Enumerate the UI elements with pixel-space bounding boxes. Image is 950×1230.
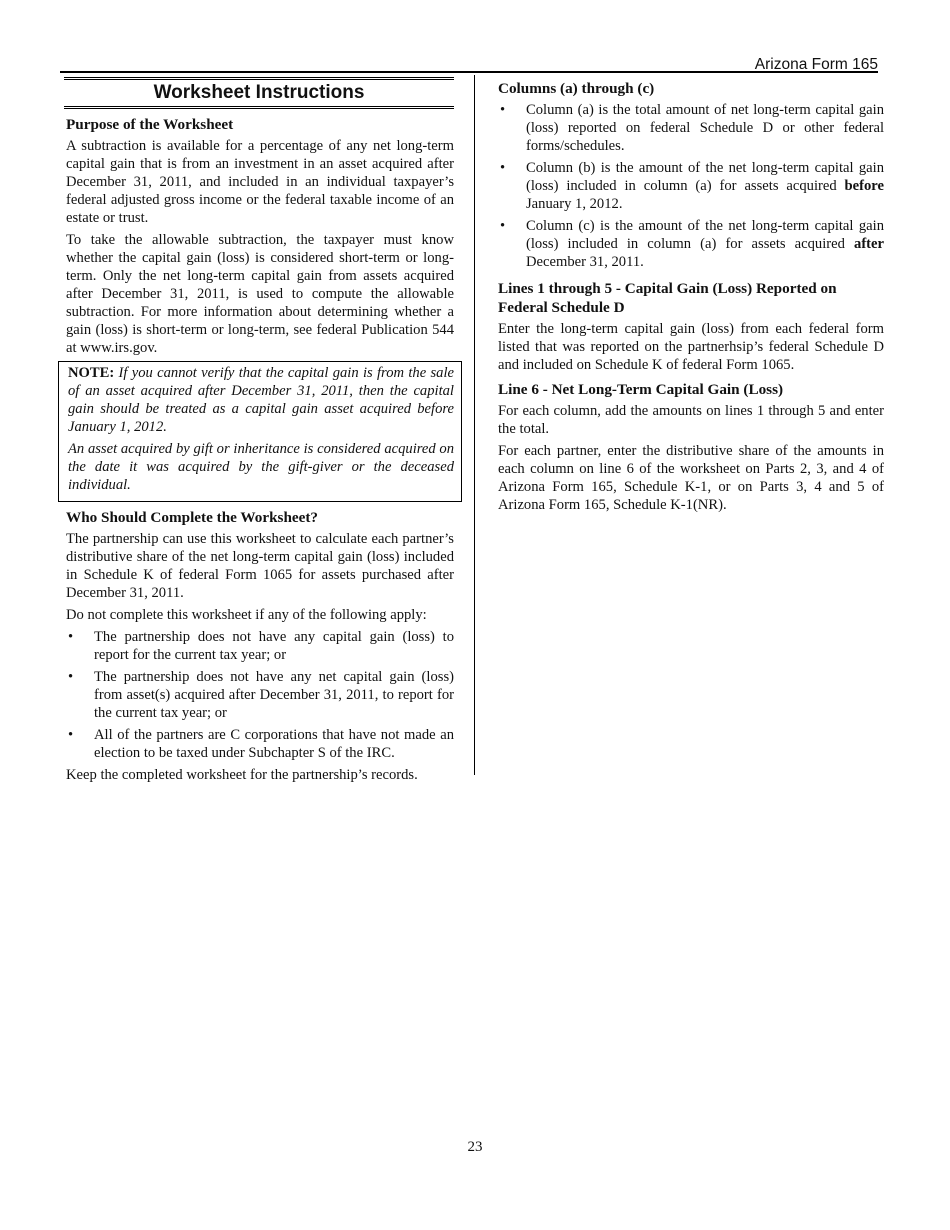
page-number: 23 bbox=[467, 1139, 483, 1155]
note-text-1: If you cannot verify that the capital gain is from the sale of an asset acquired after December 31, 2011, then the capital gain should be treated as a capital gain asset acquired before January 1, 2012. bbox=[68, 365, 454, 435]
purpose-paragraph-2: To take the allowable subtraction, the taxpayer must know whether the capital gain (loss) is considered short-term or long-term. Only the net long-term capital gain from assets acquired after December 31, 2011, is used to compute the allowable subtraction. For more information about determining whether a gain (loss) is short-term or long-term, see federal Publication 544 at www.irs.gov. bbox=[66, 232, 454, 356]
list-item: • All of the partners are C corporations that have not made an election to be taxed under Subchapter S of the IRC. bbox=[66, 726, 454, 762]
note-paragraph-1 bbox=[68, 364, 454, 436]
list-item bbox=[498, 217, 884, 271]
line-6-paragraph-2: For each partner, enter the distributive share of the amounts in each column on line 6 of the worksheet on Parts 2, 3, and 4 of Arizona Form 165, Schedule K-1, or on Parts 3, 4 and 5 of Arizona Form 165, Schedule K-1(NR). bbox=[498, 443, 884, 513]
who-paragraph-1: The partnership can use this worksheet to calculate each partner’s distributive share of the net long-term capital gain (loss) included in Schedule K of federal Form 1065 for assets purchased after December 31, 2011. bbox=[66, 531, 454, 601]
col-c-text: Column (c) is the amount of the net long-term capital gain (loss) included in column (a) for assets acquired bbox=[526, 218, 884, 252]
list-item bbox=[498, 159, 884, 213]
note-box bbox=[58, 361, 462, 502]
purpose-paragraph-1: A subtraction is available for a percentage of any net long-term capital gain that is from an investment in an asset acquired after December 31, 2011, and included in an individual taxpayer’s federal adjusted gross income or the federal taxable income of an estate or trust. bbox=[66, 138, 454, 226]
who-paragraph-2: Do not complete this worksheet if any of the following apply: bbox=[66, 607, 427, 623]
note-label: NOTE: bbox=[68, 365, 115, 381]
lines-1-5-paragraph: Enter the long-term capital gain (loss) from each federal form listed that was reported on the partnerhsip’s federal Schedule D and included on Schedule K of federal Form 1065. bbox=[498, 321, 884, 373]
col-c-text-end: December 31, 2011. bbox=[526, 254, 644, 270]
col-c-emphasis: after bbox=[854, 236, 884, 252]
worksheet-title: Worksheet Instructions bbox=[64, 77, 454, 109]
line-6-paragraph-1: For each column, add the amounts on lines 1 through 5 and enter the total. bbox=[498, 403, 884, 437]
conditions-list bbox=[66, 628, 454, 762]
col-b-text-end: January 1, 2012. bbox=[526, 196, 623, 212]
purpose-heading: Purpose of the Worksheet bbox=[66, 116, 234, 133]
lines-1-5-heading: Lines 1 through 5 - Capital Gain (Loss) Reported on Federal Schedule D bbox=[498, 280, 837, 316]
columns-heading: Columns (a) through (c) bbox=[498, 80, 655, 97]
col-b-emphasis: before bbox=[844, 178, 884, 194]
header-rule bbox=[60, 71, 878, 73]
who-heading: Who Should Complete the Worksheet? bbox=[66, 509, 319, 526]
columns-list bbox=[498, 101, 884, 271]
list-item: • Column (a) is the total amount of net long-term capital gain (loss) reported on federal Schedule D or other federal forms/schedules. bbox=[498, 101, 884, 155]
column-divider bbox=[474, 75, 475, 775]
left-column bbox=[66, 77, 454, 788]
note-paragraph-2: An asset acquired by gift or inheritance is considered acquired on the date it was acquired by the gift-giver or the deceased individual. bbox=[68, 441, 454, 493]
right-column bbox=[498, 79, 884, 518]
line-6-heading: Line 6 - Net Long-Term Capital Gain (Loss) bbox=[498, 381, 784, 398]
list-item: • The partnership does not have any net capital gain (loss) from asset(s) acquired after December 31, 2011, to report for the current tax year; or bbox=[66, 668, 454, 722]
keep-records-text: Keep the completed worksheet for the partnership’s records. bbox=[66, 767, 418, 783]
list-item: • The partnership does not have any capital gain (loss) to report for the current tax year; or bbox=[66, 628, 454, 664]
col-b-text: Column (b) is the amount of the net long-term capital gain (loss) included in column (a) for assets acquired bbox=[526, 160, 884, 194]
form-name-header: Arizona Form 165 bbox=[754, 56, 878, 73]
